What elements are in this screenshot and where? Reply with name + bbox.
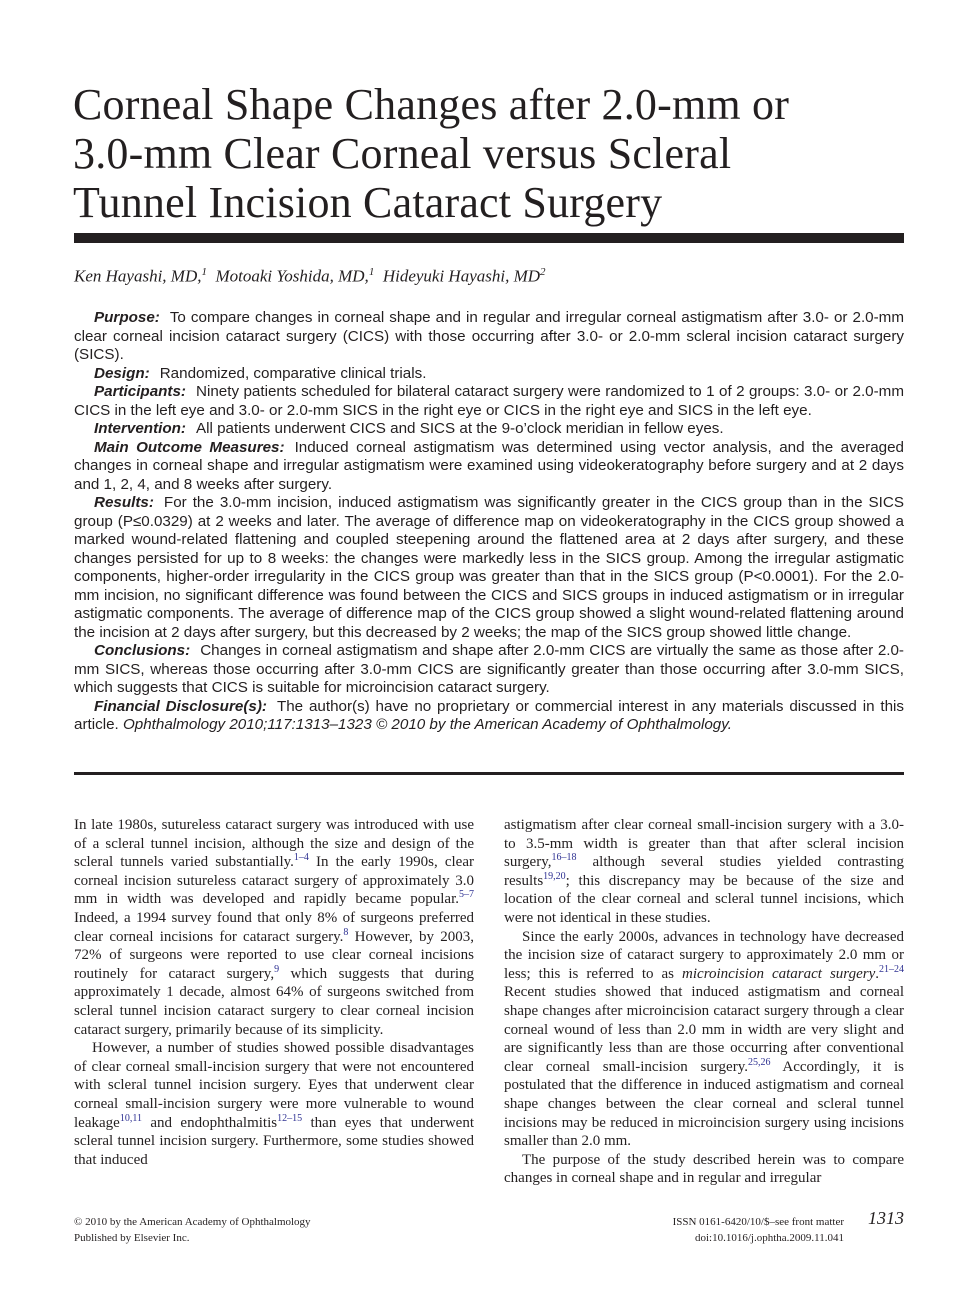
body-text: astigmatism after clear corneal small-incision surgery with a 3.0- to 3.5-mm width is greater than that after scleral incision surgery, [504,817,904,871]
body-text: However, by 2003, 72% of surgeons were reported to use clear corneal incisions routinely for cataract surgery, [74,928,474,982]
title-line-2: 3.0-mm Clear Corneal versus Scleral [73,129,732,178]
abstract-text: All patients underwent CICS and SICS at the 9-o’clock meridian in fellow eyes. [195,420,724,437]
abstract-disclosure [74,698,904,735]
abstract-label: Design: [94,364,150,382]
body-text: However, a number of studies showed possible disadvantages of clear corneal small-incision surgery that were not encountered with scleral tunnel incision surgery. Eyes that underwent clear corneal small-incision surgery were more vulnerable to wound leakage [74,1040,474,1131]
title-line-1: Corneal Shape Changes after 2.0-mm or [73,80,790,129]
abstract-results [74,494,904,642]
abstract-text: For the 3.0-mm incision, induced astigmatism was significantly greater in the CICS group than in the SICS group (P≤0.0329) at 2 weeks and later. The average of difference map on videokeratography in the CICS group showed a marked wound-related flattening and coupled steepening around the flattened area at 2 days after surgery, and these changes persisted for up to 8 weeks: the changes were markedly less in the SICS group. Among the irregular astigmatic components, higher-order irregularity in the CICS group was greater than that in the SICS group (P<0.0001). For the 2.0-mm incision, no significant difference was found between the CICS and SICS groups in induced astigmatism or in irregular astigmatic components. The average of difference map of the CICS group showed a slight wound-related flattening around the incision at 2 days after surgery, but this decreased by 2 weeks; the map of the SICS group showed little change. [74,494,904,641]
body-text: ; this discrepancy may be because of the size and location of the clear corneal and scleral tunnel incisions, which were not identical in these studies. [504,872,904,926]
reference-link[interactable]: 12–15 [277,1112,303,1124]
body-text: The purpose of the study described herein was to compare changes in corneal shape and in regular and irregular [504,1151,904,1187]
abstract-label: Intervention: [94,420,186,437]
abstract-text: Changes in corneal astigmatism and shape after 2.0-mm CICS are virtually the same as those after 2.0-mm SICS, whereas those occurring after 3.0-mm CICS are significantly greater than those occurring after 3.0-mm SICS, which suggests that CICS is suitable for microincision cataract surgery. [74,642,904,696]
abstract-text: Induced corneal astigmatism was determined using vector analysis, and the averaged changes in corneal shape and irregular astigmatism were examined using videokeratography before surgery and at 2 days and 1, 2, 4, and 8 weeks after surgery. [74,438,904,493]
author-affiliation: 1 [368,266,375,278]
emphasis-term: microincision cataract surgery [682,965,876,982]
abstract-design [74,365,904,384]
body-paragraph [504,1151,904,1188]
reference-link[interactable]: 1–4 [293,852,309,864]
doi-link[interactable]: doi:10.1016/j.ophtha.2009.11.041 [694,1232,844,1244]
author-list [74,266,904,287]
abstract-label: Results: [94,494,154,511]
abstract-label: Participants: [94,383,186,400]
body-text: and endophthalmitis [141,1114,278,1131]
abstract-participants [74,383,904,420]
body-paragraph [74,816,474,1039]
footer-right [673,1214,844,1246]
abstract-intervention [74,420,904,439]
author-affiliation: 2 [540,266,546,278]
abstract-label: Main Outcome Measures: [94,438,285,456]
reference-link[interactable]: 25,26 [747,1056,771,1068]
reference-link[interactable]: 16–18 [551,852,577,864]
abstract-label: Financial Disclosure(s): [94,697,267,715]
journal-citation: Ophthalmology 2010;117:1313–1323 © 2010 by the American Academy of Ophthalmology. [122,716,732,733]
abstract [74,309,904,735]
abstract-text: Ninety patients scheduled for bilateral cataract surgery were randomized to 1 of 2 groups: 3.0- or 2.0-mm CICS in the left eye and 3.0- or 2.0-mm SICS in the right eye or CICS in the right eye and SICS in the left eye. [74,383,904,419]
body-text: than eyes that underwent scleral tunnel incision surgery. Furthermore, some studies showed that induced [74,1114,474,1168]
body-text: In the early 1990s, clear corneal incision sutureless cataract surgery of approximately 3.0 mm in width was developed and rapidly became popular. [74,854,474,908]
abstract-label: Purpose: [94,309,160,326]
body-text: which suggests that during approximately 1 decade, almost 64% of surgeons switched from scleral tunnel incision cataract surgery to clear corneal incision cataract surgery, primarily because of its simplicity. [74,965,474,1038]
page-number: 1313 [868,1208,904,1228]
title-rule [74,233,904,243]
reference-link[interactable]: 5–7 [459,889,474,901]
body-text: although several studies yielded contrasting results [504,854,904,889]
abstract-text: To compare changes in corneal shape and in regular and irregular corneal astigmatism after 3.0- or 2.0-mm clear corneal incision cataract surgery (CICS) with those occurring after 3.0- or 2.0-mm scleral incision cataract surgery (SICS). [74,309,904,363]
abstract-conclusions [74,642,904,698]
reference-link[interactable]: 19,20 [543,870,566,882]
author-affiliation: 1 [201,266,207,278]
author-name: Motoaki Yoshida, MD, [215,266,369,286]
publisher-line: Published by Elsevier Inc. [74,1232,190,1244]
issn-line: ISSN 0161-6420/10/$–see front matter [672,1216,844,1228]
body-text: In late 1980s, sutureless cataract surgery was introduced with use of a scleral tunnel incision, although the size and design of the scleral tunnels varied substantially. [74,817,474,871]
abstract-rule [74,772,904,775]
body-text: Accordingly, it is postulated that the difference in induced astigmatism and corneal shape changes between the clear corneal and scleral tunnel incisions may be reduced in microincision surgery using incisions smaller than 2.0 mm. [504,1058,904,1150]
footer-left [74,1214,311,1246]
body-paragraph [74,1039,474,1169]
body-paragraph [504,928,904,1151]
reference-link[interactable]: 8 [343,926,349,938]
body-text: Recent studies showed that induced astigmatism and corneal shape changes after microincision cataract surgery through a clear corneal wound of less than 2.0 mm in width are very slight and are significantly less than are those occurring after conventional clear corneal small-incision surgery. [504,984,904,1075]
copyright-line: © 2010 by the American Academy of Ophthalmology [74,1216,311,1228]
article-title [73,80,873,227]
abstract-text: The author(s) have no proprietary or commercial interest in any materials discussed in this article. [74,697,905,733]
body-text: Indeed, a 1994 survey found that only 8% of surgeons preferred clear corneal incisions for cataract surgery. [74,909,474,945]
body-column-right [504,816,904,1188]
title-line-3: Tunnel Incision Cataract Surgery [73,178,663,227]
author-name: Ken Hayashi, MD, [74,266,202,286]
body-text: Since the early 2000s, advances in technology have decreased the incision size of cataract surgery to approximately 2.0 mm or less; this is referred to as [504,928,904,982]
body-text: . [875,965,879,982]
author-name: Hideyuki Hayashi, MD [382,266,541,286]
reference-link[interactable]: 10,11 [119,1112,142,1124]
abstract-text: Randomized, comparative clinical trials. [159,364,427,382]
abstract-purpose [74,309,904,365]
body-column-left [74,816,474,1169]
abstract-label: Conclusions: [94,642,191,659]
reference-link[interactable]: 9 [274,963,280,975]
body-paragraph [504,816,904,928]
reference-link[interactable]: 21–24 [879,963,904,975]
abstract-measures [74,439,904,495]
